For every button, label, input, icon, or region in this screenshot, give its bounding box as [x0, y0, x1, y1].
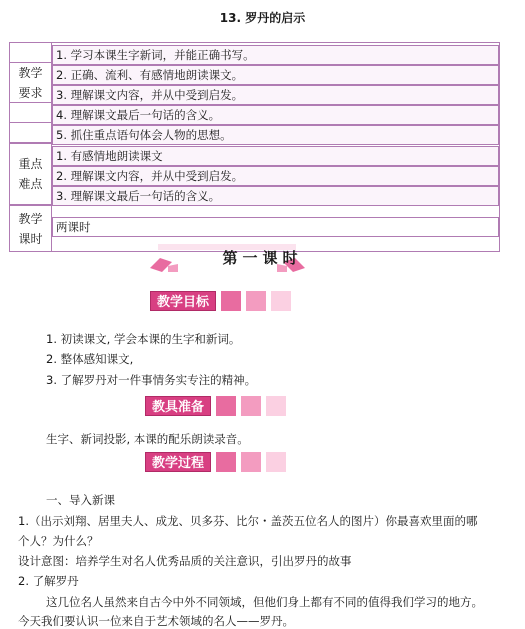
decor-square — [266, 396, 286, 416]
decor-square — [241, 452, 261, 472]
prep-text: 生字、新词投影, 本课的配乐朗读录音。 — [46, 432, 249, 446]
section-banner-process — [145, 452, 286, 472]
lesson-heading: 第一课时 — [222, 249, 303, 267]
keypoint-row: 1. 有感情地朗读课文 — [52, 146, 499, 166]
decor-square — [266, 452, 286, 472]
decor-square — [216, 452, 236, 472]
document-title: 13. 罗丹的启示 — [219, 11, 306, 25]
goal-item: 1. 初读课文, 学会本课的生字和新词。 — [46, 332, 241, 346]
process-line: 2. 了解罗丹 — [18, 574, 79, 588]
periods-label: 教学 课时 — [10, 206, 52, 251]
section-badge: 教具准备 — [145, 396, 211, 416]
process-line: 今天我们要认识一位来自于艺术领域的名人——罗丹。 — [18, 614, 294, 628]
keypoints-label: 重点 难点 — [10, 144, 52, 206]
process-line: 1.（出示刘翔、居里夫人、成龙、贝多芬、比尔・盖茨五位名人的图片）你最喜欢里面的哪 — [18, 514, 478, 528]
decor-square — [241, 396, 261, 416]
label-spacer — [10, 123, 52, 144]
objective-row: 1. 学习本课生字新词，并能正确书写。 — [52, 45, 499, 65]
section-badge: 教学目标 — [150, 291, 216, 311]
keypoint-row: 2. 理解课文内容，并从中受到启发。 — [52, 166, 499, 186]
label-spacer — [10, 103, 52, 123]
objective-row: 3. 理解课文内容，并从中受到启发。 — [52, 85, 499, 105]
objective-row: 5. 抓住重点语句体会人物的思想。 — [52, 125, 499, 145]
decor-square — [271, 291, 291, 311]
process-line: 个人？为什么？ — [18, 534, 99, 548]
section-banner-prep — [145, 396, 286, 416]
objective-row: 4. 理解课文最后一句话的含义。 — [52, 105, 499, 125]
objective-row: 2. 正确、流利、有感情地朗读课文。 — [52, 65, 499, 85]
process-line: 这几位名人虽然来自古今中外不同领域，但他们身上都有不同的值得我们学习的地方。 — [46, 595, 483, 609]
decor-square — [216, 396, 236, 416]
decor-square — [221, 291, 241, 311]
process-heading: 一、导入新课 — [46, 493, 115, 507]
keypoint-row: 3. 理解课文最后一句话的含义。 — [52, 186, 499, 206]
objectives-label: 教学 要求 — [10, 63, 52, 103]
section-badge: 教学过程 — [145, 452, 211, 472]
goal-item: 3. 了解罗丹对一件事情务实专注的精神。 — [46, 373, 257, 387]
goal-item: 2. 整体感知课文, — [46, 352, 134, 366]
decor-square — [246, 291, 266, 311]
process-line: 设计意图：培养学生对名人优秀品质的关注意识，引出罗丹的故事 — [18, 554, 352, 568]
teaching-goals-table — [9, 42, 500, 252]
section-banner-goals — [150, 291, 291, 311]
label-spacer — [10, 43, 52, 63]
periods-value: 两课时 — [52, 217, 499, 237]
